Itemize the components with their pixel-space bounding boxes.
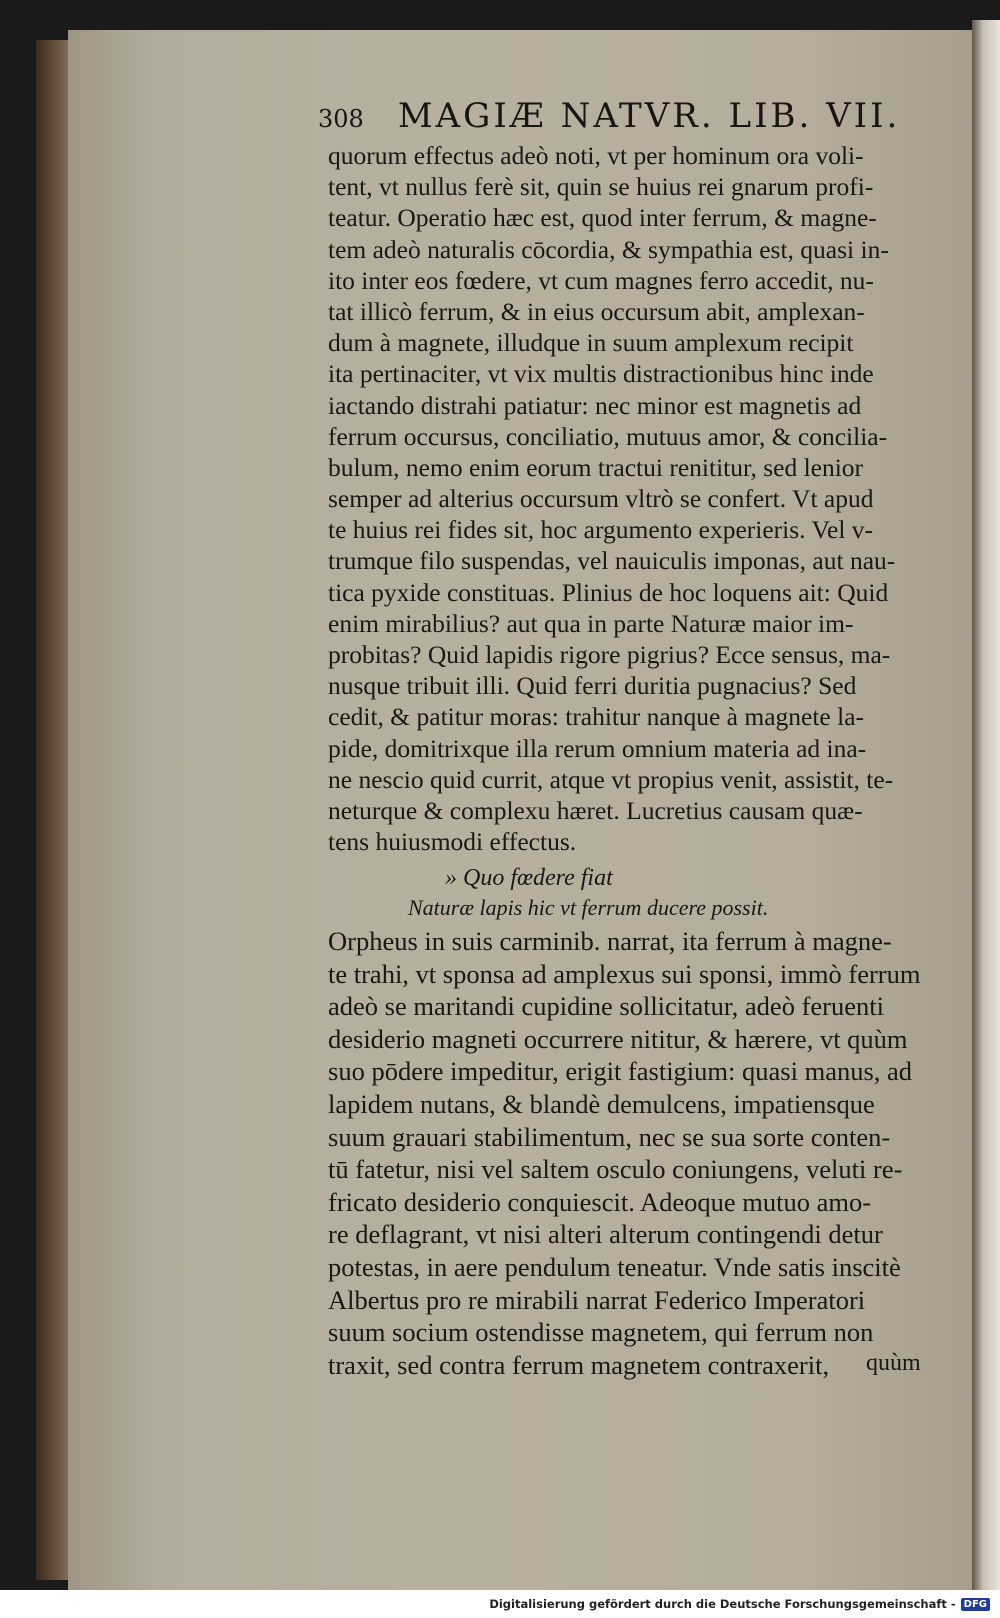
text-line: Albertus pro re mirabili narrat Federico Imperatori [328,1284,866,1315]
text-line: desiderio magneti occurrere nititur, & hærere, vt quùm [328,1023,908,1054]
text-line: pide, domitrixque illa rerum omnium materia ad ina- [328,733,867,763]
text-line: dum à magnete, illudque in suum amplexum recipit [328,328,854,358]
text-line: ne nescio quid currit, atque vt propius venit, assistit, te- [328,764,894,794]
text-line: tica pyxide constituas. Plinius de hoc loquens ait: Quid [328,577,889,607]
text-line: potestas, in aere pendulum teneatur. Vnde satis inscitè [328,1251,901,1282]
text-line: lapidem nutans, & blandè demulcens, impatiensque [328,1088,875,1119]
text-line: te trahi, vt sponsa ad amplexus sui sponsi, immò ferrum [328,958,921,989]
verse-line-1: » Quo fœdere fiat [445,865,613,891]
text-line: teatur. Operatio hæc est, quod inter ferrum, & magne- [328,203,877,233]
funding-footer [489,1597,990,1611]
catchword: quùm [866,1350,921,1376]
page-number: 308 [318,105,364,133]
text-line: bulum, nemo enim eorum tractui renititur, sed lenior [328,452,864,482]
funding-text: Digitalisierung gefördert durch die Deutsche Forschungsgemeinschaft - [489,1597,956,1611]
text-line: suum grauari stabilimentum, nec se sua sorte conten- [328,1121,891,1152]
running-header [318,96,901,136]
page-fore-edge [972,20,1000,1590]
text-line: tent, vt nullus ferè sit, quin se huius rei gnarum profi- [328,172,874,202]
text-line: cedit, & patitur moras: trahitur nanque à magnete la- [328,702,865,732]
text-line: adeò se maritandi cupidine sollicitatur, adeò feruenti [328,991,884,1022]
dfg-logo: DFG [961,1598,990,1611]
verse-line-2: Naturæ lapis hic vt ferrum ducere possit. [408,895,769,920]
text-line: tat illicò ferrum, & in eius occursum abit, amplexan- [328,296,865,326]
text-line: te huius rei fides sit, hoc argumento experieris. Vel v- [328,515,874,545]
text-line: ito inter eos fœdere, vt cum magnes ferro accedit, nu- [328,265,874,295]
text-line: tū fatetur, nisi vel saltem osculo coniungens, veluti re- [328,1154,903,1185]
text-line: neturque & complexu hæret. Lucretius causam quæ- [328,795,863,825]
text-line: suum socium ostendisse magnetem, qui ferrum non [328,1317,874,1348]
paragraph-1 [328,140,958,857]
paragraph-2 [328,925,958,1381]
running-title: MAGIÆ NATVR. LIB. VII. [397,96,901,136]
text-line: suo pōdere impeditur, erigit fastigium: quasi manus, ad [328,1056,913,1087]
text-line: quorum effectus adeò noti, vt per hominum ora voli- [328,141,864,170]
text-line: tens huiusmodi effectus. [328,827,577,857]
text-line: Orpheus in suis carminib. narrat, ita ferrum à magne- [328,926,892,956]
text-line: nusque tribuit illi. Quid ferri duritia pugnacius? Sed [328,671,857,701]
text-line: tem adeò naturalis cōcordia, & sympathia est, quasi in- [328,234,889,264]
text-line: semper ad alterius occursum vltrò se confert. Vt apud [328,484,874,514]
text-line: ita pertinaciter, vt vix multis distractionibus hinc inde [328,359,874,389]
text-line: iactando distrahi patiatur: nec minor est magnetis ad [328,390,862,420]
text-line: probitas? Quid lapidis rigore pigrius? Ecce sensus, ma- [328,640,891,669]
text-line: trumque filo suspendas, vel nauiculis imponas, aut nau- [328,546,896,576]
text-line: re deflagrant, vt nisi alteri alterum contingendi detur [328,1219,883,1250]
text-line: enim mirabilius? aut qua in parte Naturæ maior im- [328,608,854,638]
text-line: traxit, sed contra ferrum magnetem contraxerit, [328,1349,830,1380]
text-line: fricato desiderio conquiescit. Adeoque mutuo amo- [328,1186,872,1217]
text-line: ferrum occursus, conciliatio, mutuus amor, & concilia- [328,421,888,451]
